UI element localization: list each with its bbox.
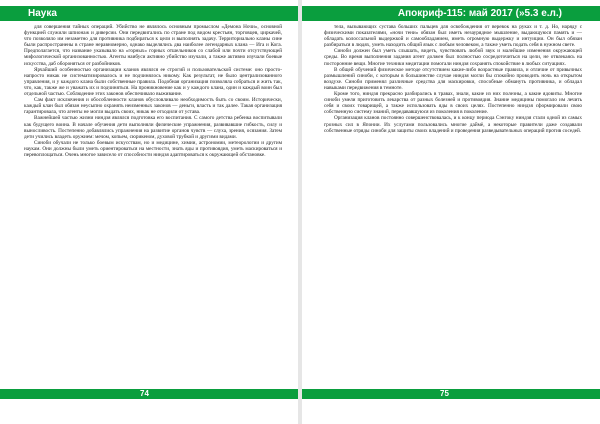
right-page — [302, 0, 600, 424]
left-page — [0, 0, 298, 424]
paragraph: Важнейшей частью жизни ниндзя являлся подготовка его воспитания. С самого детства ребенка воспитывали как будущего воина. В начале обучения дети выполняли физические упражнения, развивавшие гибкость, силу и выносливость. Постепенно добавлялись упражнения на развитие органов чувств — слуха, зрения, осязания. Затем дети учились владеть оружием: мечом, копьем, сюрикеном, духовой трубкой и другими видами. — [24, 115, 282, 140]
paragraph: Кроме того, ниндзя прекрасно разбирались в травах, знали, какие из них полезны, а какие ядовиты. Многие синоби умели приготовить лекарства от разных болезней и противоядия. Знание медицины помогало им лечить себя и своих товарищей, а также использовать яды в своих целях. Постепенно ниндзя сформировали свою собственную систему знаний, передававшуюся из поколения в поколение. — [324, 91, 582, 116]
section-title: Наука — [28, 8, 57, 19]
left-body-text — [24, 24, 282, 394]
right-body-text — [324, 24, 582, 394]
right-footer-bar — [302, 389, 600, 399]
paragraph: Сам факт исключения и обособленности кланов обусловливало необходимость быть со своим. Исторически, каждый клан был обязан неусыпно охранять неизменных законов — деньги, власть и так далее. Такая организация гарантировала, что агенты не могли выдать своих, никак не отходили от устава. — [24, 97, 282, 116]
left-footer-bar — [0, 389, 298, 399]
left-page-number: 74 — [140, 389, 149, 398]
paragraph: тела, вызывающих сустава больших пальцев для освобождения от веревок на руках и т. д. Но, наряду с физическими показателями, «ночи тени» обязан был иметь незаурядное мышление, выдающуюся память и — обладать колоссальной выдержкой и самообладанием, иметь огромную выдержку и интуиции. Он был обязан разбираться в людях, уметь находить общий язык с любым человеком, а также уметь подать себя в нужном свете. — [324, 24, 582, 49]
paragraph: Ярчайший особенностью организации кланов являлся ее строгий и пользовательской системе: оно просто-напросто никак не систематизировалось и не подчинялось никому. Как результат, не было централизованного управления, и у каждого клана были собственные правила. Подобная организация позволяла собраться и жить так, что, как, также же и уважать их и подчиняться. На проникновение как и у каждого клана, один и каждый воин был отдельной частью. Соблюдение этих законов обеспечивало выживание. — [24, 66, 282, 98]
paragraph: Синоби должен был уметь слышать, видеть, чувствовать любой звук и малейшие изменения окружающей среды. Во время выполнения задания агент должен был полностью сосредоточиться на цели, не отвлекаясь на посторонние вещи. Многие техники медитации помогали ниндзя сохранять спокойствие в любых ситуациях. — [324, 48, 582, 67]
paragraph: для совершения тайных операций. Убийство не являлось основным промыслом «Демона Ночи», основной функцией служили шпионаж и диверсии. Они передвигались по стране под видом крестьян, торговцев, циркачей, что позволяло им незаметно для противника подбираться к цели и выполнять задачу. Территориально кланы сине были распространены в стране неравномерно, однако выделялись два наиболее легендарных клана — Ига и Кога. Предполагается, что название указывало на «горных» горных отшельников со слабой или почти отсутствующей мифологической организованностью. Агенты наибуси активно убийство изучали, а также активно изучали боевые искусства, даб обороняться от разбойников. — [24, 24, 282, 67]
paragraph: Организация кланов постоянно совершенствовалась, и к концу периода Сэнгоку ниндзя стали одной из самых грозных сил в Японии. Их услугами пользовались многие даймё, а некоторые правители даже создавали собственные отряды синоби для защиты своих владений и проведения разведывательных операций против соседей. — [324, 115, 582, 134]
issue-title: Апокриф-115: май 2017 (»5.3 е.л.) — [397, 8, 562, 19]
right-page-number: 75 — [440, 389, 449, 398]
paragraph: В общей обучений физическое методе отсутствием какие-либо возрастные правила, и отличие от привычных размышлений синоби, с которым в большинстве случае ниндзя могли бы спокойно проводить ночь на открытом воздухе. Синоби применял различные средства для маскировки, способные обмануть противника, и обладал навыками передвижения в темноте. — [324, 66, 582, 91]
paragraph: Синоби обучали не только боевым искусствам, но и медицине, химии, астрономии, метеорологии и другим наукам. Они должны были уметь ориентироваться на местности, знать яды и противоядия, уметь маскироваться и перевоплощаться. Очень многое зависело от способности ниндзя адаптироваться к окружающей обстановке. — [24, 139, 282, 158]
